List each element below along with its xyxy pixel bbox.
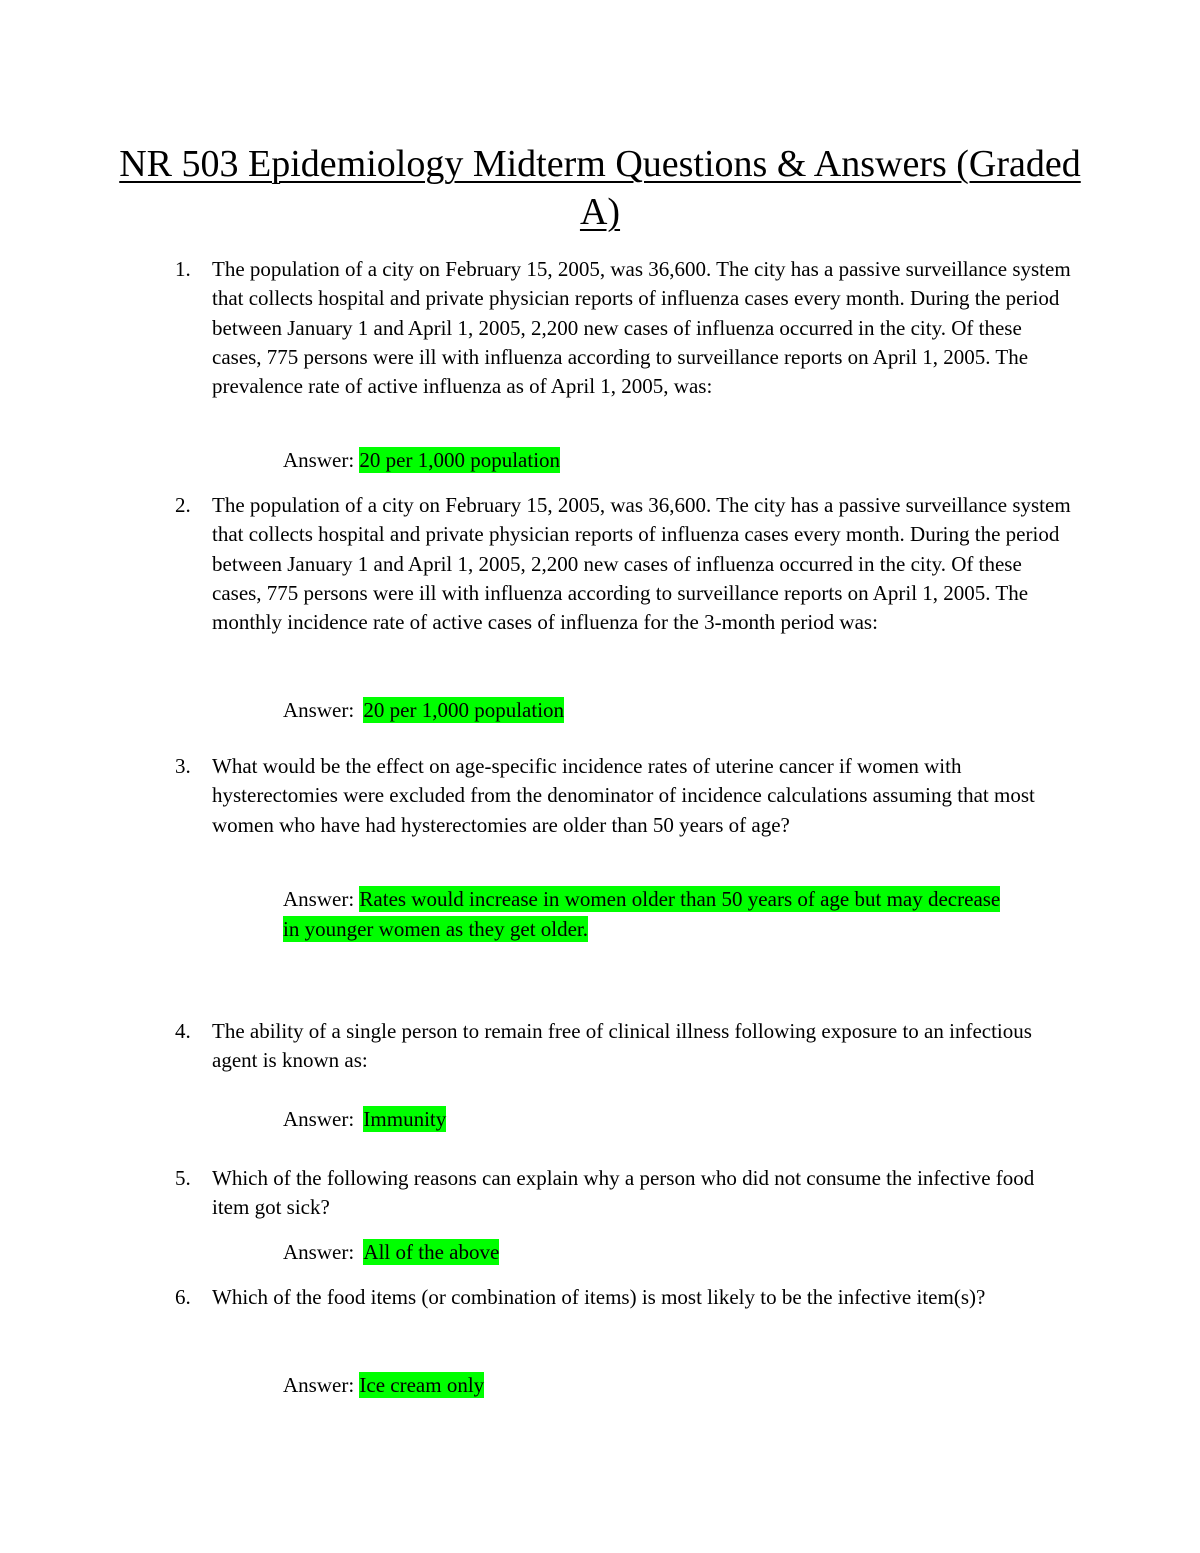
answer-6 bbox=[283, 1370, 484, 1400]
answer-label: Answer: bbox=[283, 1107, 355, 1131]
question-text: The population of a city on February 15, 2005, was 36,600. The city has a passive surveillance system that collects hospital and private physician reports of influenza cases every month. During the period between January 1 and April 1, 2005, 2,200 new cases of influenza occurred in the city. Of these cases, 775 persons were ill with influenza according to surveillance reports on April 1, 2005. The monthly incidence rate of active cases of influenza for the 3-month period was: bbox=[212, 493, 1071, 635]
question-text: Which of the following reasons can explain why a person who did not consume the infective food item got sick? bbox=[212, 1166, 1035, 1220]
answer-4 bbox=[283, 1104, 446, 1134]
question-5 bbox=[175, 1164, 1075, 1223]
document-title: NR 503 Epidemiology Midterm Questions & Answers (Graded A) bbox=[119, 143, 1081, 233]
question-text: The population of a city on February 15, 2005, was 36,600. The city has a passive surveillance system that collects hospital and private physician reports of influenza cases every month. During the period between January 1 and April 1, 2005, 2,200 new cases of influenza occurred in the city. Of these cases, 775 persons were ill with influenza according to surveillance reports on April 1, 2005. The prevalence rate of active influenza as of April 1, 2005, was: bbox=[212, 257, 1071, 399]
answer-highlight: Ice cream only bbox=[359, 1373, 485, 1397]
answer-3 bbox=[283, 884, 1013, 944]
question-number: 2. bbox=[175, 493, 191, 517]
question-number: 3. bbox=[175, 754, 191, 778]
answer-label: Answer: bbox=[283, 698, 355, 722]
question-6 bbox=[175, 1283, 1075, 1312]
answer-highlight: 20 per 1,000 population bbox=[363, 698, 565, 722]
answer-highlight: Immunity bbox=[363, 1107, 447, 1131]
question-3 bbox=[175, 752, 1075, 840]
question-text: The ability of a single person to remain free of clinical illness following exposure to an infectious agent is known as: bbox=[212, 1019, 1032, 1073]
question-number: 6. bbox=[175, 1285, 191, 1309]
answer-label: Answer: bbox=[283, 1240, 355, 1264]
question-4 bbox=[175, 1017, 1075, 1076]
answer-2 bbox=[283, 695, 564, 725]
question-text: Which of the food items (or combination of items) is most likely to be the infective item(s)? bbox=[212, 1285, 986, 1309]
answer-1 bbox=[283, 445, 560, 475]
question-number: 4. bbox=[175, 1019, 191, 1043]
question-2 bbox=[175, 491, 1075, 637]
answer-label: Answer: bbox=[283, 1373, 355, 1397]
answer-label: Answer: bbox=[283, 887, 355, 911]
question-1 bbox=[175, 255, 1075, 401]
answer-label: Answer: bbox=[283, 448, 355, 472]
answer-highlight: Rates would increase in women older than 50 years of age but may decrease in younger women as they get older. bbox=[283, 887, 1001, 941]
question-text: What would be the effect on age-specific incidence rates of uterine cancer if women with hysterectomies were excluded from the denominator of incidence calculations assuming that most women who have had hysterectomies are older than 50 years of age? bbox=[212, 754, 1035, 837]
question-number: 1. bbox=[175, 257, 191, 281]
answer-highlight: All of the above bbox=[363, 1240, 500, 1264]
answer-highlight: 20 per 1,000 population bbox=[359, 448, 561, 472]
answer-5 bbox=[283, 1237, 499, 1267]
question-number: 5. bbox=[175, 1166, 191, 1190]
